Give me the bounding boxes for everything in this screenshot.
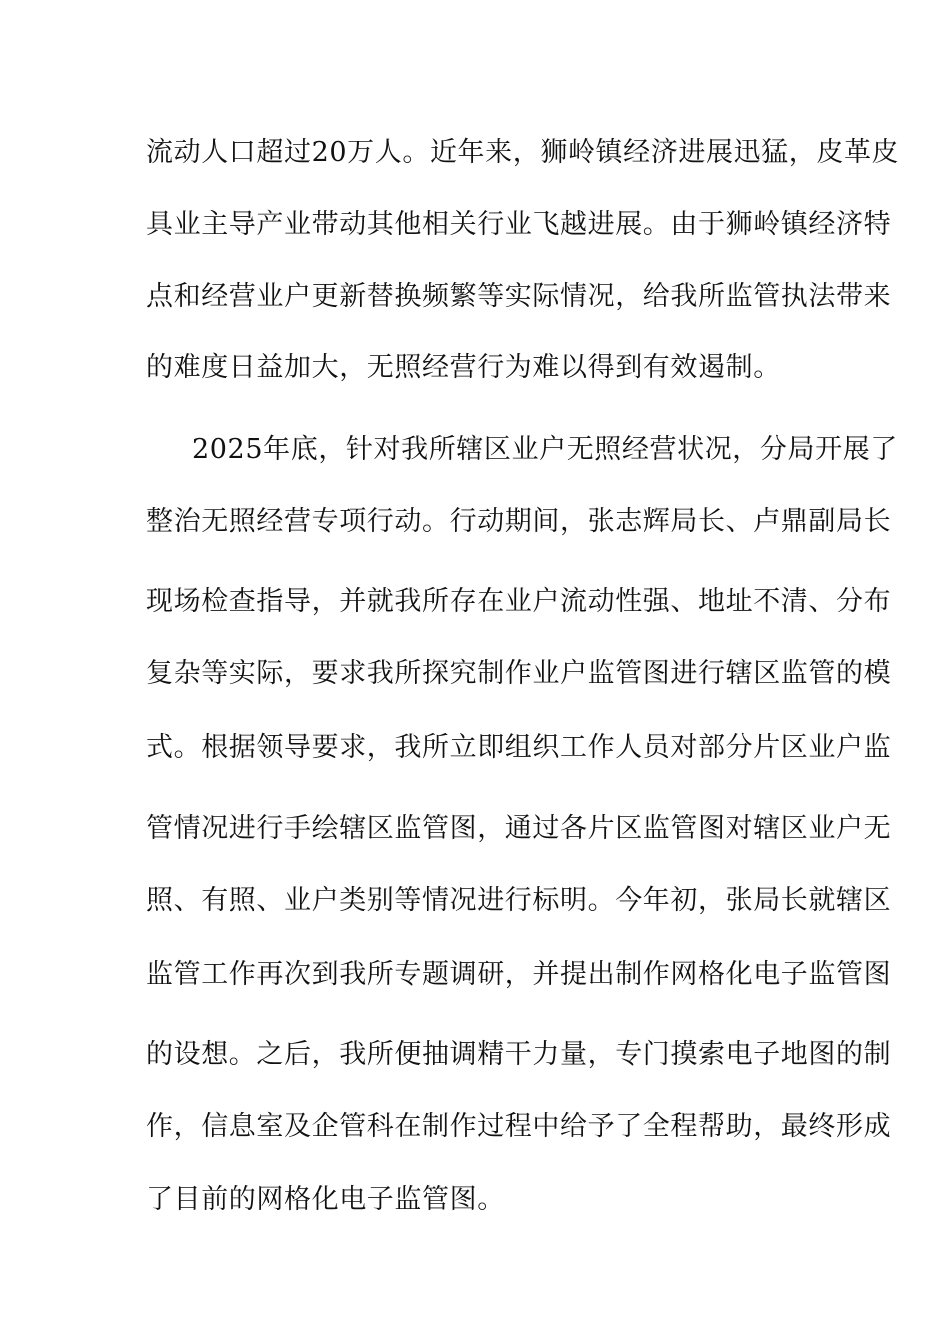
text-line: 的设想。之后，我所便抽调精干力量，专门摸索电子地图的制 xyxy=(146,1039,892,1070)
text-line: 2025年底，针对我所辖区业户无照经营状况，分局开展了 xyxy=(192,434,898,465)
text-line: 具业主导产业带动其他相关行业飞越进展。由于狮岭镇经济特 xyxy=(146,209,892,240)
text-line: 了目前的网格化电子监管图。 xyxy=(146,1184,505,1215)
text-line: 照、有照、业户类别等情况进行标明。今年初，张局长就辖区 xyxy=(146,885,892,916)
text-line: 的难度日益加大，无照经营行为难以得到有效遏制。 xyxy=(146,352,781,383)
text-line: 监管工作再次到我所专题调研，并提出制作网格化电子监管图 xyxy=(146,959,892,990)
text-line: 式。根据领导要求，我所立即组织工作人员对部分片区业户监 xyxy=(146,732,892,763)
text-line: 点和经营业户更新替换频繁等实际情况，给我所监管执法带来 xyxy=(146,281,892,312)
text-line: 作，信息室及企管科在制作过程中给予了全程帮助，最终形成 xyxy=(146,1111,892,1142)
text-line: 复杂等实际，要求我所探究制作业户监管图进行辖区监管的模 xyxy=(146,658,892,689)
text-line: 流动人口超过20万人。近年来，狮岭镇经济进展迅猛，皮革皮 xyxy=(146,137,900,168)
text-line: 整治无照经营专项行动。行动期间，张志辉局长、卢鼎副局长 xyxy=(146,506,892,537)
text-line: 管情况进行手绘辖区监管图，通过各片区监管图对辖区业户无 xyxy=(146,813,892,844)
text-line: 现场检查指导，并就我所存在业户流动性强、地址不清、分布 xyxy=(146,586,892,617)
